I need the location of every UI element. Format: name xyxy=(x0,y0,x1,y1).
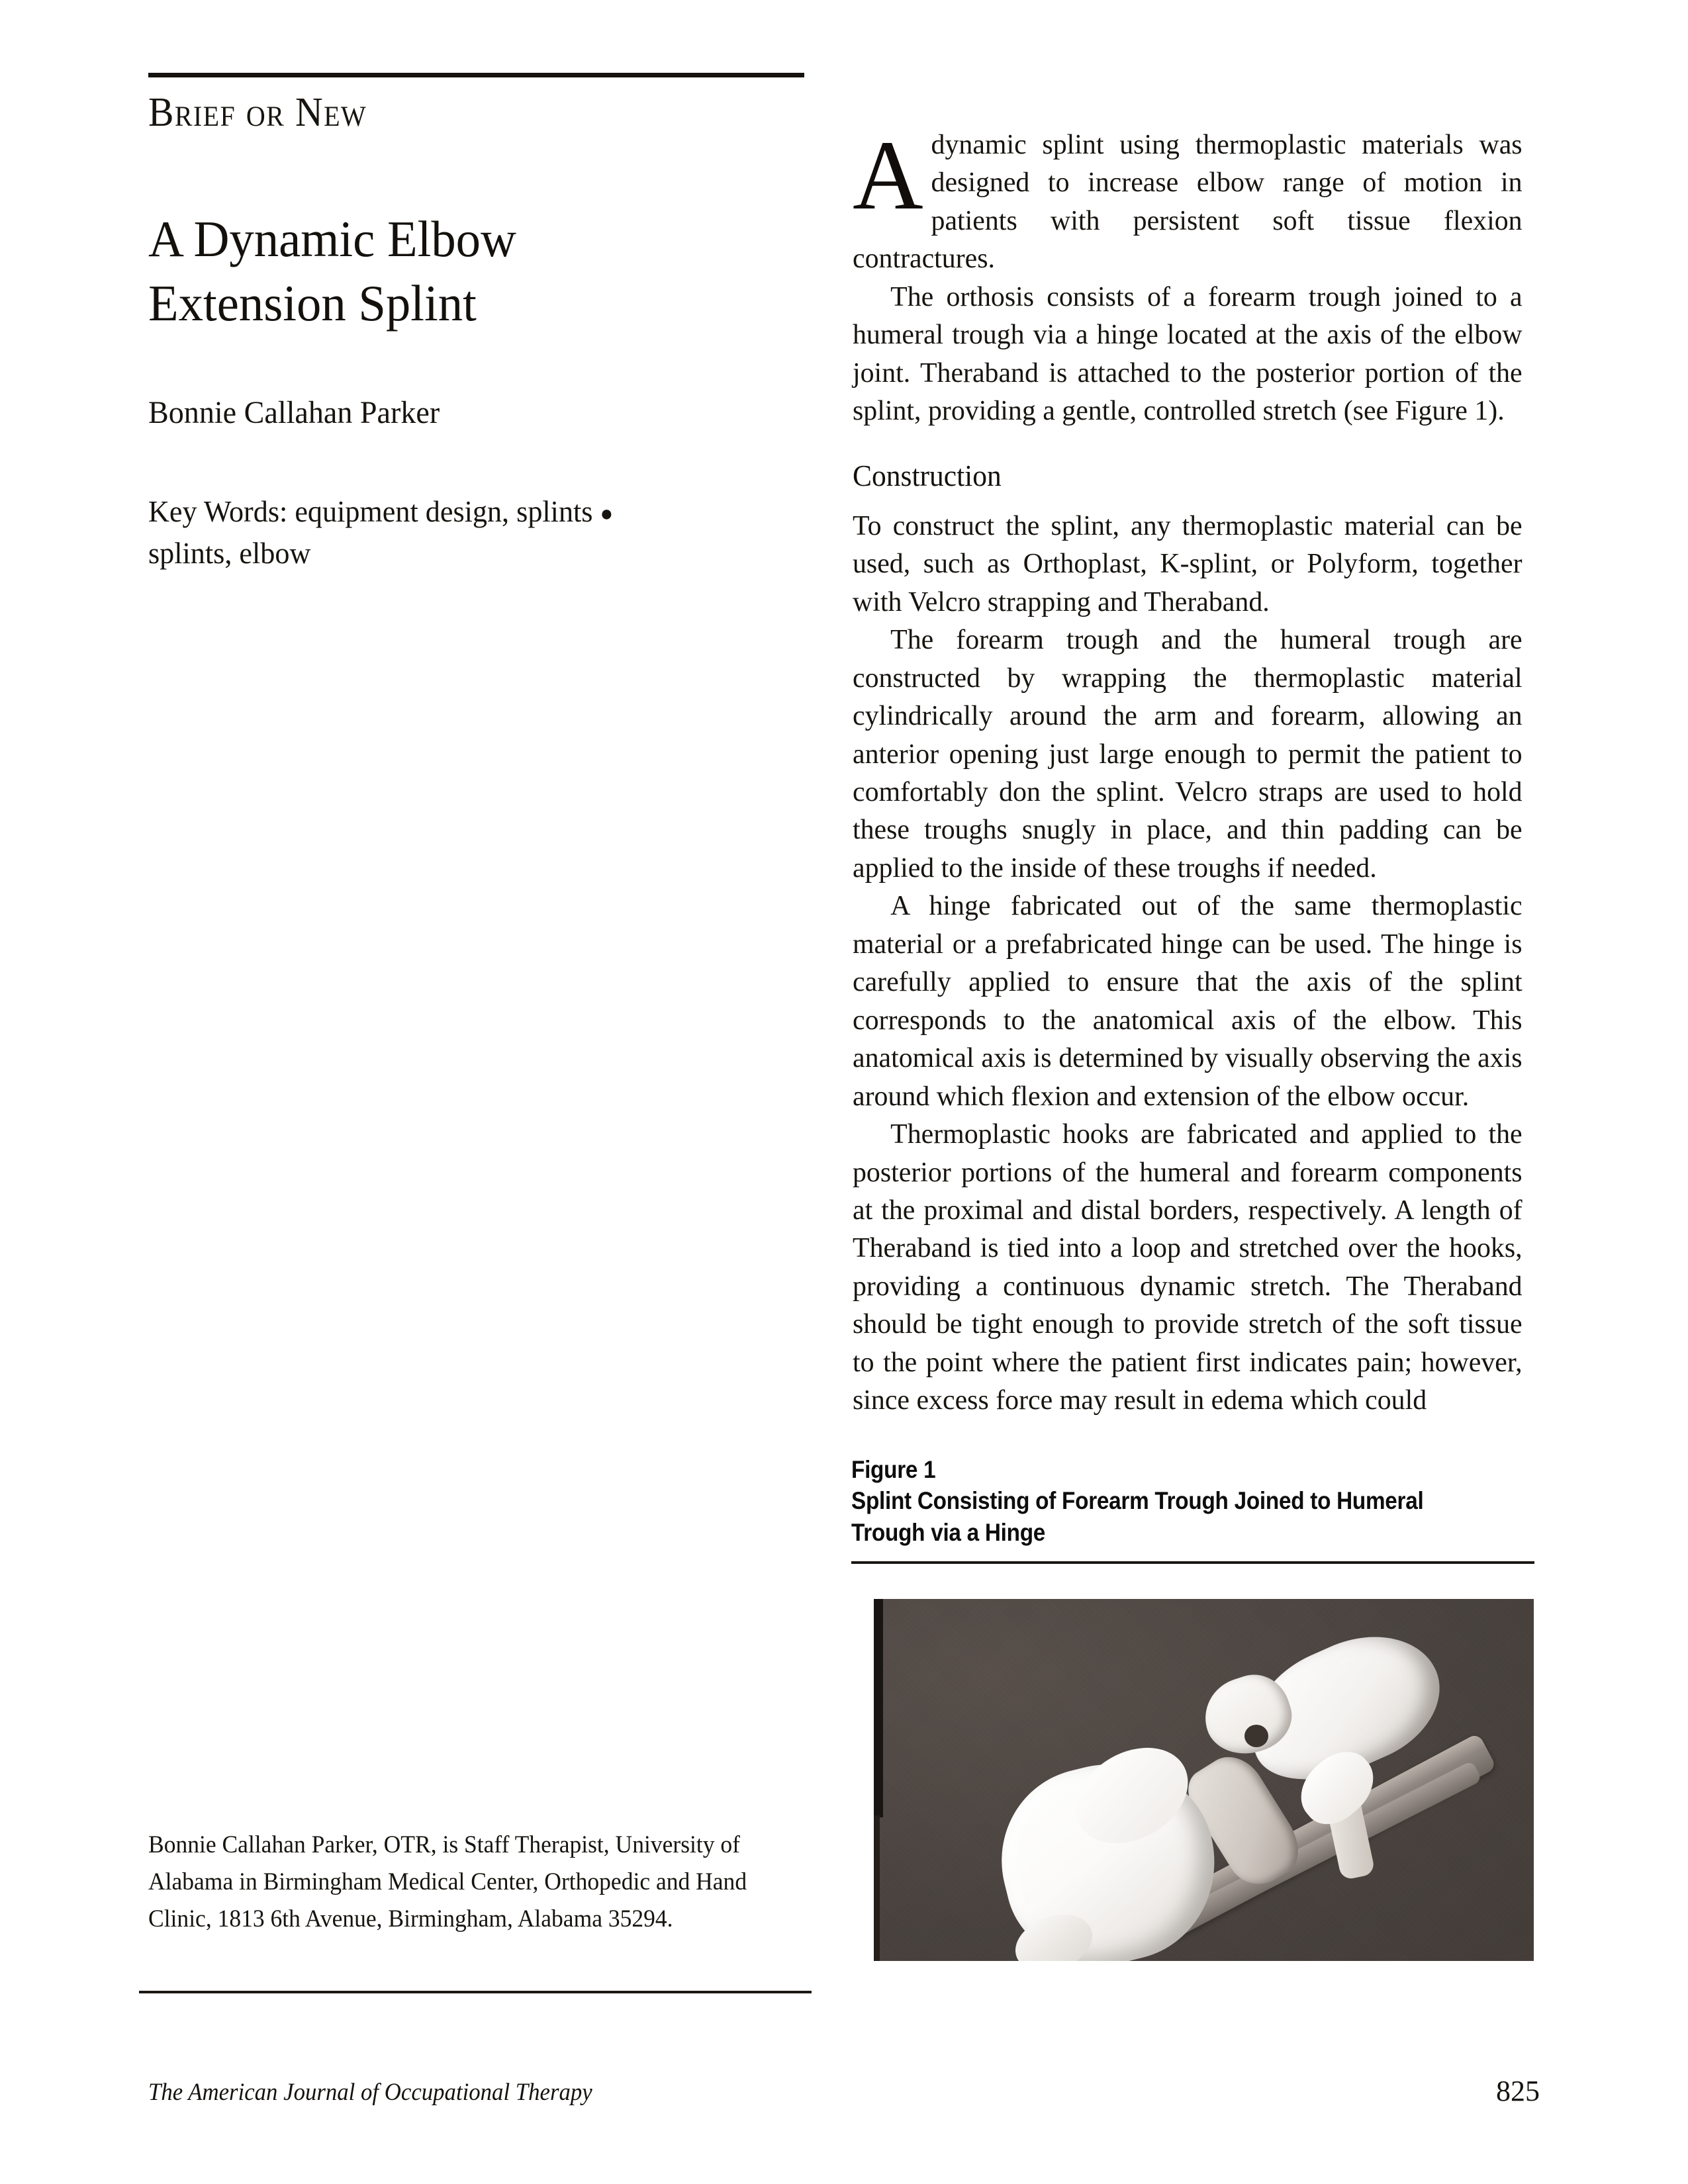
paragraph-5: A hinge fabricated out of the same thermoplastic material or a prefabricated hinge can be used. The hinge is carefully applied to ensure that the axis of the splint corresponds to the anatomical axis of the elbow. This anatomical axis is determined by visually observing the axis around which flexion and extension of the elbow occur. xyxy=(853,890,1523,1112)
right-column xyxy=(853,120,1523,1420)
article-title-line-2: Extension Splint xyxy=(148,275,477,332)
left-column xyxy=(148,73,805,574)
lead-paragraph-wrapper xyxy=(853,120,1523,278)
figure-1-block xyxy=(851,1454,1534,1564)
article-title-line-1: A Dynamic Elbow xyxy=(148,210,516,267)
footer-journal-name: The American Journal of Occupational Therapy xyxy=(148,2079,592,2106)
keywords-line-2: splints, elbow xyxy=(148,536,311,570)
keywords-label-and-terms: Key Words: equipment design, splints xyxy=(148,494,593,528)
footnote-divider xyxy=(139,1991,812,1993)
figure-caption: Splint Consisting of Forearm Trough Joined to Humeral Trough via a Hinge xyxy=(851,1487,1424,1546)
photo-lower-left-edge-shadow xyxy=(874,1815,880,1961)
hinge-axis-hole xyxy=(1244,1725,1268,1747)
page-title xyxy=(148,207,785,336)
figure-1-photograph xyxy=(874,1599,1534,1961)
paragraph-4: The forearm trough and the humeral trough are constructed by wrapping the thermoplastic material cylindrically around the arm and forearm, allowing an anterior opening just large enough to permit the patient to comfortably don the splint. Velcro straps are used to hold these troughs snugly in place, and thin padding can be applied to the inside of these troughs if needed. xyxy=(853,624,1523,884)
figure-label: Figure 1 xyxy=(851,1456,936,1483)
photo-left-edge-shadow xyxy=(874,1599,883,1817)
header-rule xyxy=(148,73,804,77)
section-heading-construction: Construction xyxy=(853,458,1002,492)
paragraph-2: The orthosis consists of a forearm trough joined to a humeral trough via a hinge located at the axis of the elbow joint. Theraband is attached to the posterior portion of the splint, providing a gentle, controlled stretch (see Figure 1). xyxy=(853,281,1523,427)
drop-cap-letter: A xyxy=(853,120,923,230)
figure-rule xyxy=(851,1561,1534,1564)
author-affiliation: Bonnie Callahan Parker, OTR, is Staff Therapist, University of Alabama in Birmingham Medical Center, Orthopedic and Hand Clinic, 1813 6th Avenue, Birmingham, Alabama 35294. xyxy=(148,1831,747,1933)
article-body xyxy=(853,120,1523,1420)
author-name: Bonnie Callahan Parker xyxy=(148,395,440,431)
bullet-separator-icon: ● xyxy=(600,501,614,526)
paragraph-6: Thermoplastic hooks are fabricated and applied to the posterior portions of the humeral and forearm components at the proximal and distal borders, respectively. A length of Theraband is tied into a loop and stretched over the hooks, providing a continuous dynamic stretch. The Theraband should be tight enough to provide stretch of the soft tissue to the point where the patient first indicates pain; however, since excess force may result in edema which could xyxy=(853,1118,1523,1416)
footer-page-number: 825 xyxy=(1496,2075,1540,2107)
paragraph-3: To construct the splint, any thermoplastic material can be used, such as Orthoplast, K-splint, or Polyform, together with Velcro strapping and Theraband. xyxy=(853,510,1523,617)
section-kicker: Brief or New xyxy=(148,90,367,135)
keywords-block xyxy=(148,490,784,574)
paragraph-1: dynamic splint using thermoplastic materials was designed to increase elbow range of motion in patients with persistent soft tissue flexion contractures. xyxy=(853,129,1523,275)
